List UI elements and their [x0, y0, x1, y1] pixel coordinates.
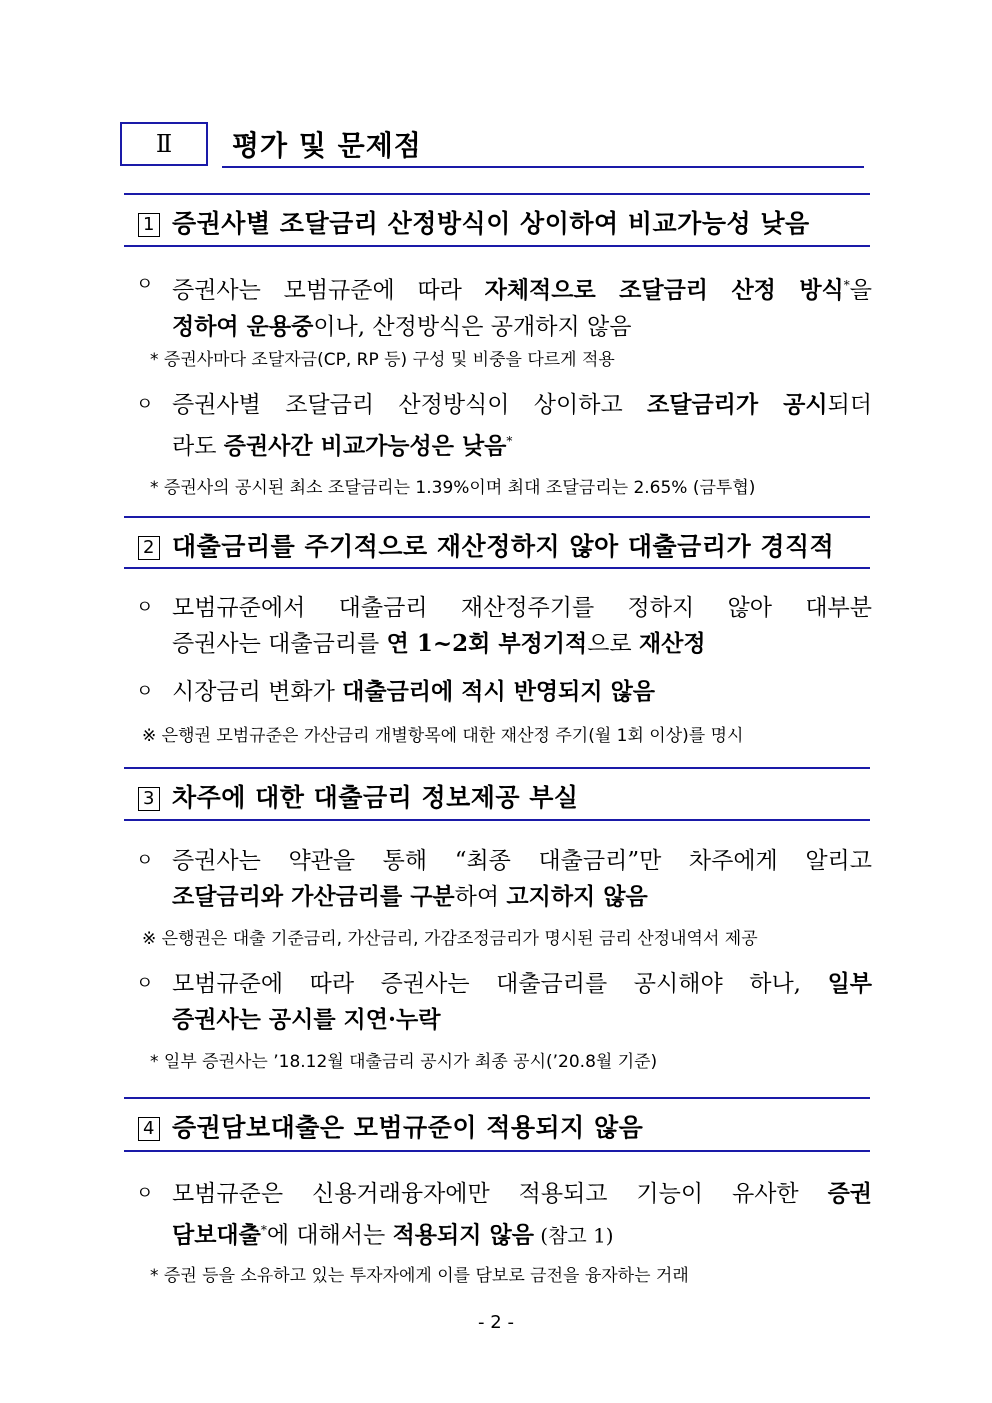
reference-note: (참고 1) — [533, 1223, 614, 1248]
bullet-marker: ㅇ — [136, 274, 154, 295]
text-bold: 고지하지 않음 — [506, 883, 648, 910]
bullet-marker: ㅇ — [136, 973, 154, 994]
section-3-bullet-1 — [136, 843, 872, 915]
chapter-title: 평가 및 문제점 — [232, 129, 422, 162]
section-2-bottom-rule — [124, 567, 870, 569]
text: 증권사는 대출금리를 — [172, 631, 387, 657]
bullet-marker: ㅇ — [136, 394, 154, 415]
text: 으로 — [587, 631, 639, 657]
section-1-footnote-2: * 증권사의 공시된 최소 조달금리는 1.39%이며 최대 조달금리는 2.65% (금투협) — [150, 478, 756, 498]
section-2-top-rule — [124, 516, 870, 518]
section-3-top-rule — [124, 767, 870, 769]
section-2-note: ※ 은행권 모범규준은 가산금리 개별항목에 대한 재산정 주기(월 1회 이상)를 명시 — [142, 726, 744, 746]
text-bold: 정하여 운용중 — [172, 312, 314, 340]
section-4-bullet-1 — [136, 1176, 872, 1254]
section-3-bottom-rule — [124, 819, 870, 821]
text-bold: 조달금리와 가산금리를 구분 — [172, 883, 455, 910]
section-3-bullet-2 — [136, 966, 872, 1038]
section-3-title: 차주에 대한 대출금리 정보제공 부실 — [172, 783, 579, 812]
section-4-footnote: * 증권 등을 소유하고 있는 투자자에게 이를 담보로 금전을 융자하는 거래 — [150, 1266, 689, 1286]
text: 하여 — [454, 884, 507, 910]
footnote-mark: * — [506, 434, 513, 448]
section-2-heading — [138, 527, 834, 563]
section-2-number: 2 — [138, 536, 160, 560]
chapter-underline — [222, 166, 864, 168]
section-3-number: 3 — [138, 787, 160, 811]
chapter-numeral: Ⅱ — [155, 130, 173, 158]
page-number: - 2 - — [478, 1312, 514, 1333]
section-1-footnote-1: * 증권사마다 조달자금(CP, RP 등) 구성 및 비중을 다르게 적용 — [150, 350, 615, 370]
section-4-number: 4 — [138, 1117, 160, 1141]
footnote-mark: * — [260, 1223, 267, 1237]
text: 시장금리 변화가 — [172, 679, 343, 705]
text: 증권사별 조달금리 산정방식이 상이하고 — [172, 392, 648, 418]
text-bold: 연 1~2회 부정기적 — [386, 630, 588, 657]
text: 모범규준에 따라 증권사는 대출금리를 공시해야 하나, — [172, 971, 828, 997]
text-bold: 조달금리가 공시 — [647, 391, 828, 418]
section-1-bottom-rule — [124, 245, 870, 247]
bullet-marker: ㅇ — [136, 681, 154, 702]
bullet-marker: ㅇ — [136, 597, 154, 618]
text-bold: 증권사간 비교가능성은 낮음 — [223, 432, 507, 460]
section-1-number: 1 — [138, 213, 160, 237]
section-1-title: 증권사별 조달금리 산정방식이 상이하여 비교가능성 낮음 — [172, 209, 810, 238]
section-4-heading — [138, 1108, 643, 1144]
section-3-heading — [138, 778, 579, 814]
section-1-bullet-1 — [136, 267, 872, 345]
text-bold: 적용되지 않음 — [392, 1221, 534, 1249]
text-bold: 증권사는 공시를 지연·누락 — [172, 1006, 441, 1033]
section-3-footnote: * 일부 증권사는 ’18.12월 대출금리 공시가 최종 공시(’20.8월 기준) — [150, 1052, 658, 1072]
text-bold: 자체적으로 조달금리 산정 방식 — [484, 276, 844, 304]
text: 이나, 산정방식은 공개하지 않음 — [313, 313, 632, 340]
section-1-top-rule — [124, 193, 870, 195]
text-bold: 증권 — [827, 1180, 872, 1207]
text: 에 대해서는 — [266, 1222, 393, 1249]
section-4-bottom-rule — [124, 1150, 870, 1152]
footnote-mark: * — [843, 278, 850, 292]
bullet-marker: ㅇ — [136, 850, 154, 871]
text: 증권사는 약관을 통해 “최종 대출금리”만 차주에게 알리고 — [172, 848, 872, 874]
text-bold: 담보대출 — [172, 1221, 261, 1249]
text: 라도 — [172, 433, 224, 460]
section-4-top-rule — [124, 1097, 870, 1099]
section-1-bullet-2 — [136, 387, 872, 465]
text-bold: 재산정 — [638, 630, 706, 657]
text-bold: 일부 — [827, 970, 872, 997]
section-4-title: 증권담보대출은 모범규준이 적용되지 않음 — [172, 1113, 644, 1142]
section-1-heading — [138, 204, 810, 240]
section-3-note: ※ 은행권은 대출 기준금리, 가산금리, 가감조정금리가 명시된 금리 산정내역서 제공 — [142, 929, 758, 949]
text: 모범규준은 신용거래융자에만 적용되고 기능이 유사한 — [172, 1181, 828, 1207]
chapter-number-box — [120, 122, 208, 166]
bullet-marker: ㅇ — [136, 1183, 154, 1204]
text: 을 — [849, 277, 872, 304]
text: 모범규준에서 대출금리 재산정주기를 정하지 않아 대부분 — [172, 595, 872, 621]
section-2-title: 대출금리를 주기적으로 재산정하지 않아 대출금리가 경직적 — [172, 532, 835, 561]
text: 증권사는 모범규준에 따라 — [172, 277, 485, 304]
section-2-bullet-2 — [136, 674, 872, 710]
text-bold: 대출금리에 적시 반영되지 않음 — [342, 678, 656, 705]
section-2-bullet-1 — [136, 590, 872, 662]
text: 되더 — [827, 392, 872, 418]
